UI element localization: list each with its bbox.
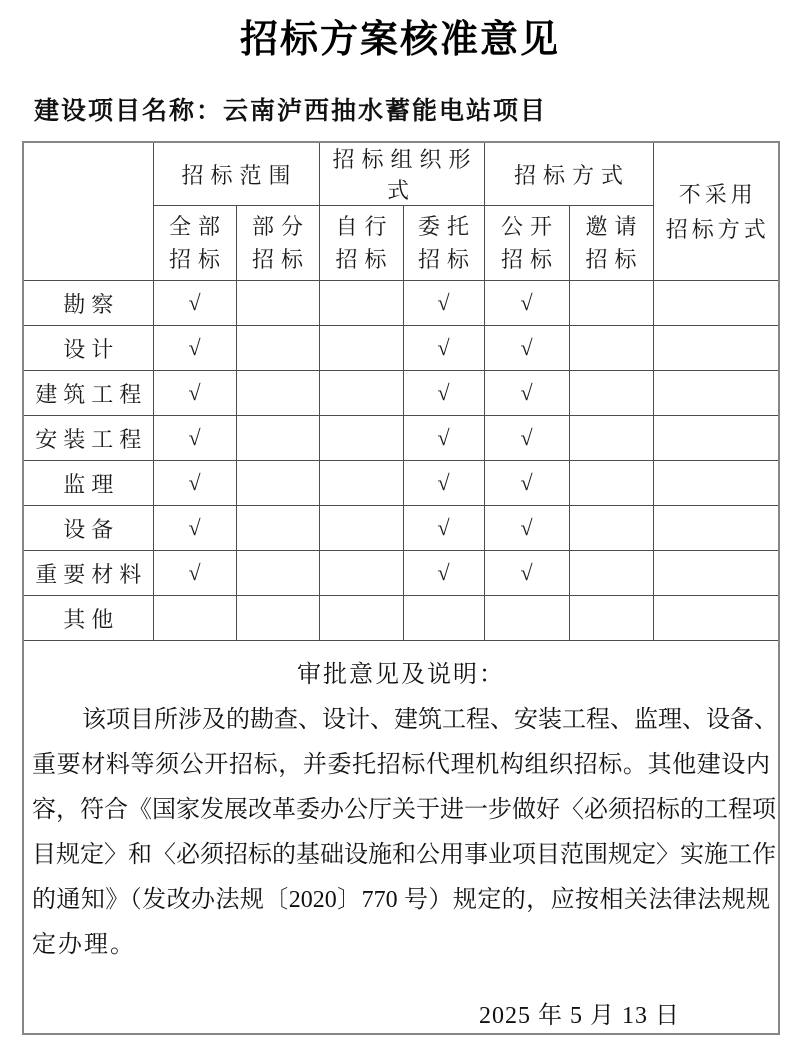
check-cell: √ [484,326,569,371]
header-no-bidding-line2: 招标方式 [665,216,770,242]
check-cell [236,281,319,326]
check-cell [403,596,484,641]
check-cell [569,326,653,371]
check-cell: √ [153,506,236,551]
check-cell [569,596,653,641]
check-cell: √ [153,551,236,596]
row-label: 勘察 [23,281,153,326]
check-cell [236,551,319,596]
check-cell: √ [484,551,569,596]
table-row-design [23,326,779,371]
check-cell [653,551,779,596]
check-cell [653,326,779,371]
check-cell [653,281,779,326]
check-cell [653,461,779,506]
row-label: 安装工程 [23,416,153,461]
check-cell: √ [484,371,569,416]
check-cell [484,596,569,641]
check-cell [236,371,319,416]
check-cell [236,461,319,506]
check-cell [319,371,403,416]
check-cell [653,596,779,641]
approval-date: 2025 年 5 月 13 日 [479,1002,680,1029]
check-cell: √ [403,461,484,506]
row-label: 设备 [23,506,153,551]
subheader-public-bidding: 公开 招标 [484,206,569,281]
subheader-entrusted-bidding: 委托 招标 [403,206,484,281]
header-group-row [23,142,779,206]
check-cell [569,371,653,416]
subheader-invited-bidding: 邀请 招标 [569,206,653,281]
opinion-paragraph-line: 该项目所涉及的勘查、设计、建筑工程、安装工程、监理、设备、 [82,706,778,733]
row-label: 重要材料 [23,551,153,596]
check-cell [653,506,779,551]
opinion-cell [23,641,779,1034]
bidding-approval-table [22,141,780,1035]
corner-cell [23,142,153,281]
check-cell: √ [484,506,569,551]
project-name-value: 云南泸西抽水蓄能电站项目 [223,97,548,125]
subheader-all-bidding: 全部 招标 [153,206,236,281]
check-cell: √ [403,416,484,461]
opinion-paragraph-line: 的通知》（发改办法规〔2020〕770 号）规定的，应按相关法律法规规 [32,886,771,913]
check-cell [569,281,653,326]
check-cell: √ [484,461,569,506]
table-row-equipment [23,506,779,551]
check-cell [653,416,779,461]
check-cell [569,551,653,596]
opinion-section-label: 审批意见及说明： [297,661,506,688]
table-row-key-materials [23,551,779,596]
table-row-installation [23,416,779,461]
check-cell [153,596,236,641]
subheader-partial-bidding: 部分 招标 [236,206,319,281]
check-cell [236,326,319,371]
row-label: 监理 [23,461,153,506]
check-cell [236,416,319,461]
check-cell: √ [403,551,484,596]
check-cell [319,461,403,506]
header-no-bidding [653,142,779,281]
opinion-paragraph-line: 目规定〉和〈必须招标的基础设施和公用事业项目范围规定〉实施工作 [32,841,776,868]
table-row-supervision [23,461,779,506]
check-cell: √ [153,416,236,461]
check-cell: √ [403,506,484,551]
check-cell [569,506,653,551]
check-cell: √ [153,371,236,416]
opinion-paragraph-line: 重要材料等须公开招标，并委托招标代理机构组织招标。其他建设内 [32,751,771,778]
header-organization-form: 招标组织形式 [319,142,484,206]
check-cell [319,506,403,551]
check-cell: √ [403,371,484,416]
header-bidding-scope: 招标范围 [153,142,319,206]
check-cell: √ [484,416,569,461]
check-cell [319,596,403,641]
project-name-line [34,96,800,129]
opinion-row [23,641,779,1034]
check-cell [653,371,779,416]
check-cell: √ [484,281,569,326]
row-label: 其他 [23,596,153,641]
project-name-label: 建设项目名称： [34,97,224,125]
check-cell [236,506,319,551]
page-title: 招标方案核准意见 [239,19,560,61]
check-cell [569,461,653,506]
check-cell: √ [153,326,236,371]
check-cell: √ [153,281,236,326]
header-bidding-method: 招标方式 [484,142,653,206]
opinion-paragraph-line: 定办理。 [32,931,136,958]
row-label: 设计 [23,326,153,371]
opinion-paragraph-line: 容，符合《国家发展改革委办公厅关于进一步做好〈必须招标的工程项 [32,796,776,823]
check-cell: √ [403,326,484,371]
row-label: 建筑工程 [23,371,153,416]
check-cell [319,416,403,461]
table-row-survey [23,281,779,326]
check-cell: √ [153,461,236,506]
subheader-self-bidding: 自行 招标 [319,206,403,281]
check-cell [319,326,403,371]
check-cell: √ [403,281,484,326]
header-no-bidding-line1: 不采用 [678,181,757,207]
table-row-other [23,596,779,641]
check-cell [569,416,653,461]
check-cell [236,596,319,641]
table-row-construction [23,371,779,416]
check-cell [319,551,403,596]
check-cell [319,281,403,326]
